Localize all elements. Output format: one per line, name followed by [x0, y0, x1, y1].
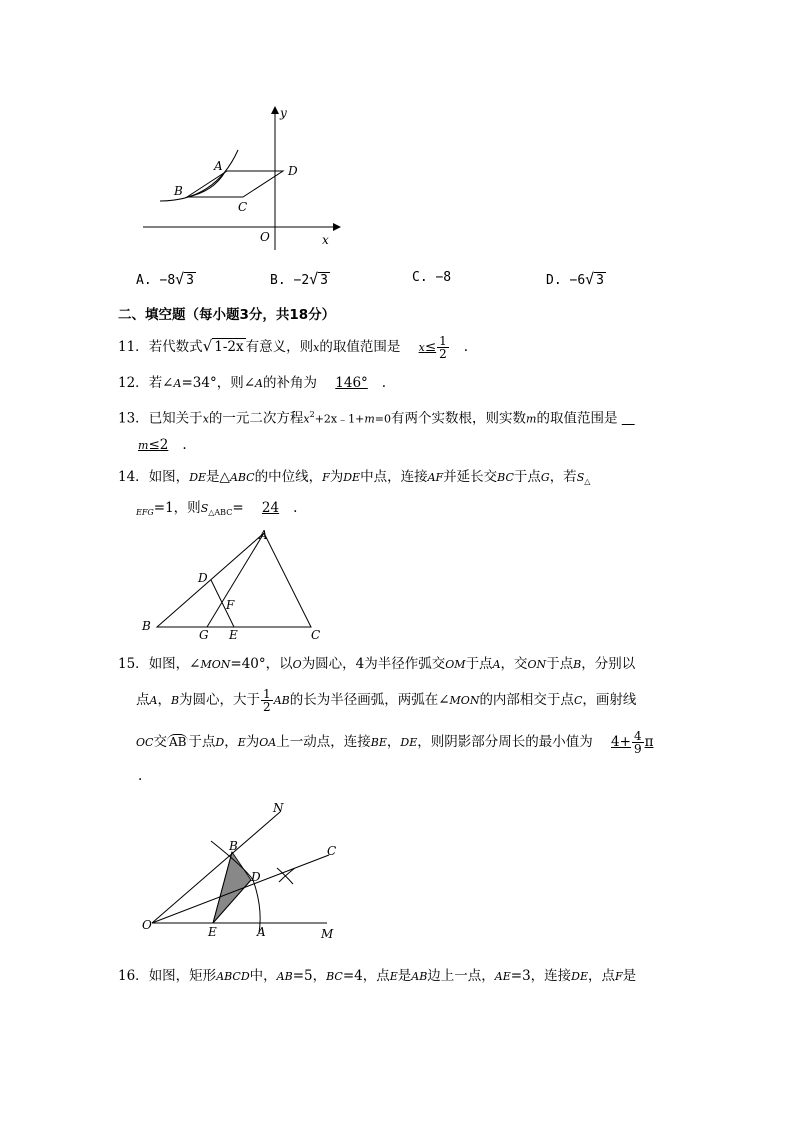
question-12: 12．若∠A=34°，则∠A的补角为 146° . [118, 375, 387, 391]
label-E: E [229, 628, 238, 642]
label-A: A [259, 528, 268, 542]
label-C: C [327, 844, 337, 858]
choice-d[interactable]: D. −6√ 3 [546, 270, 604, 288]
answer-13[interactable]: m≤2 [138, 437, 169, 453]
choice-b[interactable]: B. −2√ 3 [270, 270, 328, 288]
label-A: A [214, 159, 223, 173]
label-M: M [321, 927, 334, 941]
question-15-line3: OC交 AB 于点D，E为OA上一动点，连接BE，DE，则阴影部分周长的最小值为 4+ $\frac{4}{9}$ π [136, 729, 654, 756]
answer-15[interactable]: 4+ $\frac{4}{9}$ π [611, 729, 654, 756]
figure-q15 [135, 798, 350, 946]
question-11: 11．若代数式√ 1-2x 有意义，则x的取值范围是 x≤ $\frac{1}{2}$ . [118, 334, 469, 361]
x-axis-arrow [333, 223, 341, 231]
label-B: B [142, 619, 151, 633]
question-16: 16．如图，矩形ABCD中，AB=5，BC=4，点E是AB边上一点，AE=3，连接DE，点F是 [118, 968, 637, 984]
question-13-cont: m≤2 . [118, 435, 187, 456]
label-D: D [251, 870, 261, 884]
section-title: 二、填空题（每小题3分，共18分） [118, 307, 336, 323]
label-C: C [238, 200, 248, 214]
answer-11[interactable]: x≤ $\frac{1}{2}$ [418, 334, 447, 361]
answer-12[interactable]: 146° [335, 375, 368, 391]
label-O: O [260, 230, 270, 244]
question-14: 14．如图，DE是△ABC的中位线，F为DE中点，连接AF并延长交BC于点G，若$S_\triangle$ [118, 469, 591, 486]
label-B: B [174, 184, 183, 198]
label-B: B [229, 839, 238, 853]
question-13: 13．已知关于x的一元二次方程$x^2+2x﹣1+m=0$有两个实数根，则实数m的取值范围是 [118, 410, 618, 427]
question-15-end: . [138, 768, 143, 784]
y-axis-arrow [271, 106, 279, 114]
construction-arcs [277, 868, 295, 884]
label-F: F [226, 598, 235, 612]
ray-on [152, 812, 280, 923]
arc-ab: AB [168, 735, 187, 749]
label-y: y [280, 106, 287, 120]
choice-a[interactable]: A. −8√ 3 [136, 270, 194, 288]
label-D: D [288, 164, 298, 178]
label-D: D [198, 571, 208, 585]
figure-q14 [135, 523, 335, 645]
label-G: G [199, 628, 209, 642]
label-x: x [322, 233, 329, 247]
figure-q10 [135, 100, 355, 255]
label-E: E [208, 925, 217, 939]
label-C: C [311, 628, 321, 642]
label-O: O [142, 918, 152, 932]
question-14-cont: $_{EFG}$=1，则$S_{\triangle ABC}= 24$ . [136, 500, 298, 517]
question-15-line2: 点A，B为圆心，大于 $\frac{1}{2}$ AB的长为半径画弧，两弧在∠MON的内部相交于点C，画射线 [136, 687, 637, 714]
triangle-abc [157, 533, 311, 627]
segment-ag [207, 533, 264, 627]
label-A: A [257, 925, 266, 939]
answer-14[interactable]: 24 [261, 500, 280, 516]
question-15-line1: 15．如图，∠MON=40°，以O为圆心，4为半径作弧交OM于点A，交ON于点B，分别以 [118, 656, 636, 672]
choice-c[interactable]: C. −8 [412, 270, 452, 285]
label-N: N [273, 801, 284, 815]
